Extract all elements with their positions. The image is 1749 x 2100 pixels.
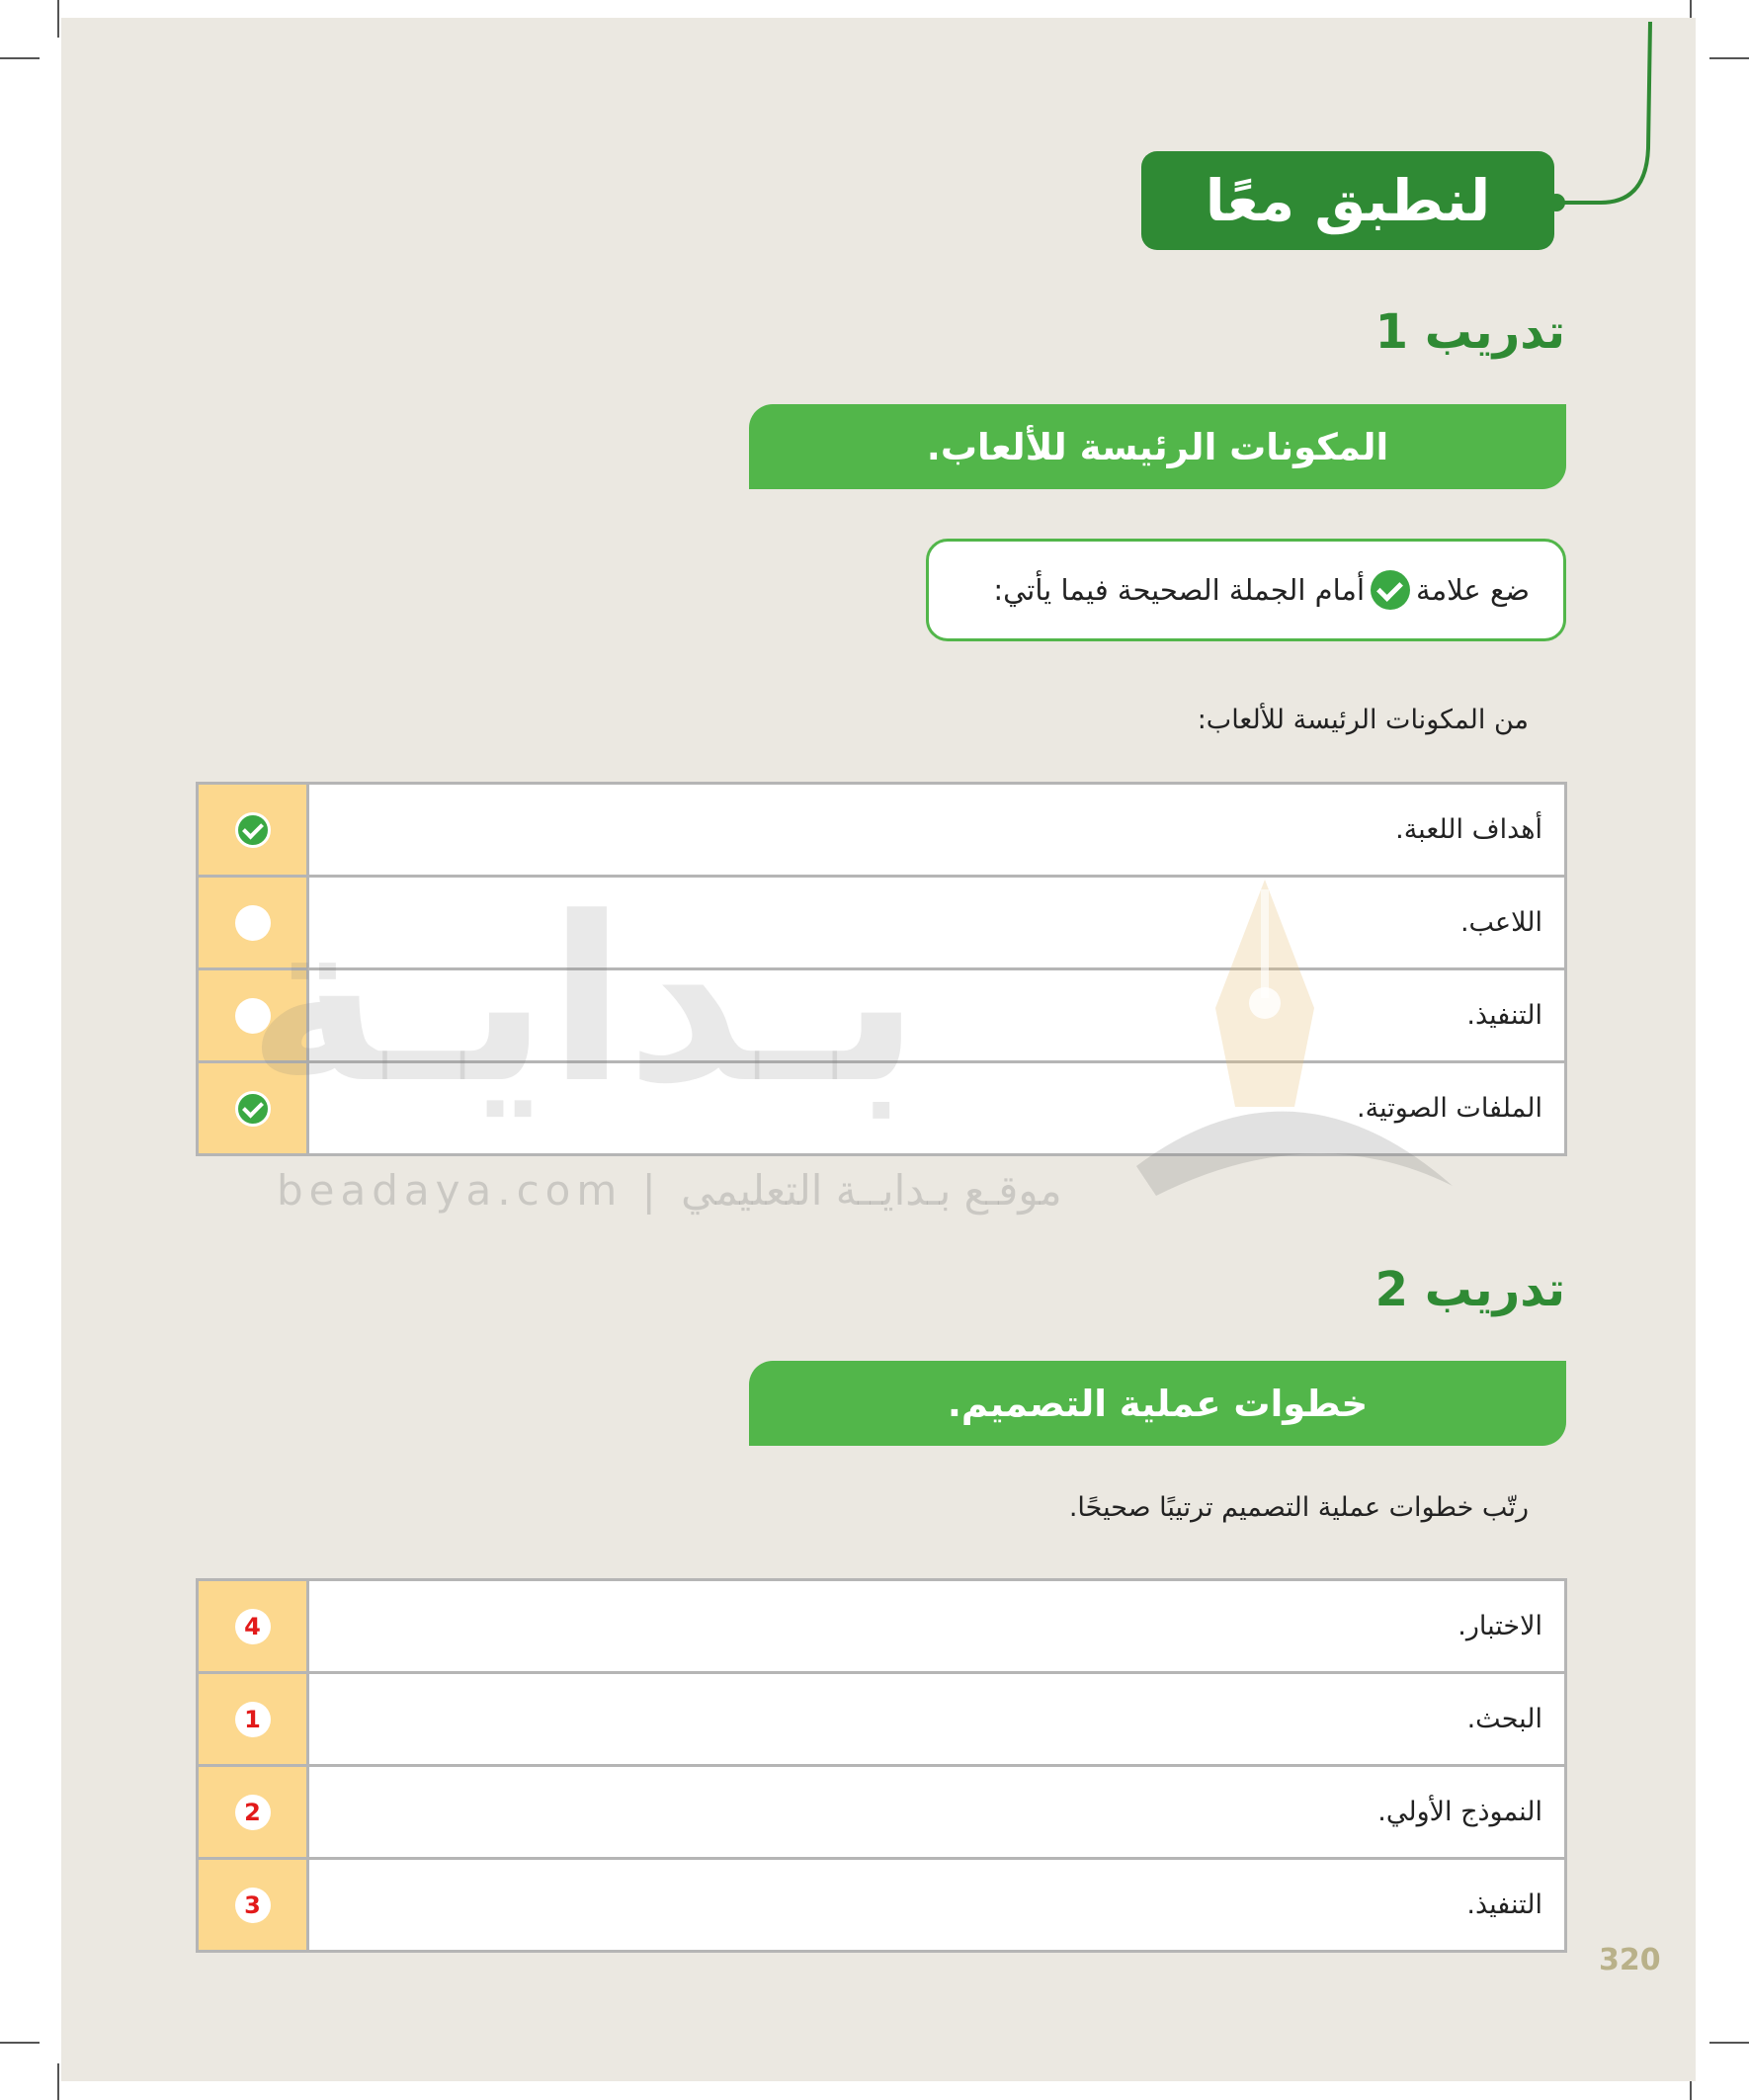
crop-mark xyxy=(1709,2042,1749,2044)
table-row xyxy=(198,1673,1566,1766)
table-row xyxy=(198,784,1566,877)
row-text: اللاعب. xyxy=(308,877,1566,969)
exercise2-table xyxy=(196,1578,1567,1953)
exercise2-prompt: رتّب خطوات عملية التصميم ترتيبًا صحيحًا. xyxy=(1068,1492,1529,1523)
table-row xyxy=(198,1766,1566,1859)
checkmark-icon xyxy=(1371,570,1410,610)
exercise1-instruction xyxy=(926,539,1566,641)
watermark xyxy=(247,870,1512,1225)
page-title-text: لنطبق معًا xyxy=(1205,167,1491,234)
crop-mark xyxy=(0,2042,40,2044)
row-text: أهداف اللعبة. xyxy=(308,784,1566,877)
table-row xyxy=(198,1580,1566,1673)
table-row xyxy=(198,1859,1566,1952)
exercise2-banner-text: خطوات عملية التصميم. xyxy=(947,1382,1369,1425)
answer-cell[interactable] xyxy=(198,1859,308,1952)
answer-cell[interactable] xyxy=(198,1673,308,1766)
exercise1-heading: تدريب 1 xyxy=(1374,304,1565,360)
exercise1-banner-text: المكونات الرئيسة للألعاب. xyxy=(926,425,1389,468)
answer-cell[interactable] xyxy=(198,784,308,877)
pen-nib-logo-icon xyxy=(1117,870,1472,1206)
order-number: 1 xyxy=(235,1702,271,1737)
page-number: 320 xyxy=(1599,1943,1661,1977)
row-text: التنفيذ. xyxy=(308,1859,1566,1952)
row-text: التنفيذ. xyxy=(308,969,1566,1062)
exercise2-banner xyxy=(749,1361,1566,1446)
crop-mark xyxy=(57,2063,59,2100)
answer-cell[interactable] xyxy=(198,1580,308,1673)
order-number: 2 xyxy=(235,1795,271,1830)
row-text: الملفات الصوتية. xyxy=(308,1062,1566,1155)
watermark-brand: بـدايـة xyxy=(247,870,921,1134)
row-text: الاختبار. xyxy=(308,1580,1566,1673)
instruction-after: أمام الجملة الصحيحة فيما يأتي: xyxy=(993,573,1366,607)
row-text: البحث. xyxy=(308,1673,1566,1766)
answer-cell[interactable] xyxy=(198,1766,308,1859)
checkmark-icon xyxy=(235,812,271,848)
watermark-tagline: beadaya.com | موقـع بـدايــة التعليمي xyxy=(277,1166,1062,1215)
order-number: 3 xyxy=(235,1888,271,1923)
order-number: 4 xyxy=(235,1609,271,1644)
exercise1-banner xyxy=(749,404,1566,489)
exercise2-heading: تدريب 2 xyxy=(1374,1262,1565,1317)
exercise1-prompt: من المكونات الرئيسة للألعاب: xyxy=(1197,705,1529,735)
row-text: النموذج الأولي. xyxy=(308,1766,1566,1859)
page-title xyxy=(1141,151,1554,250)
instruction-before: ضع علامة xyxy=(1416,573,1530,607)
